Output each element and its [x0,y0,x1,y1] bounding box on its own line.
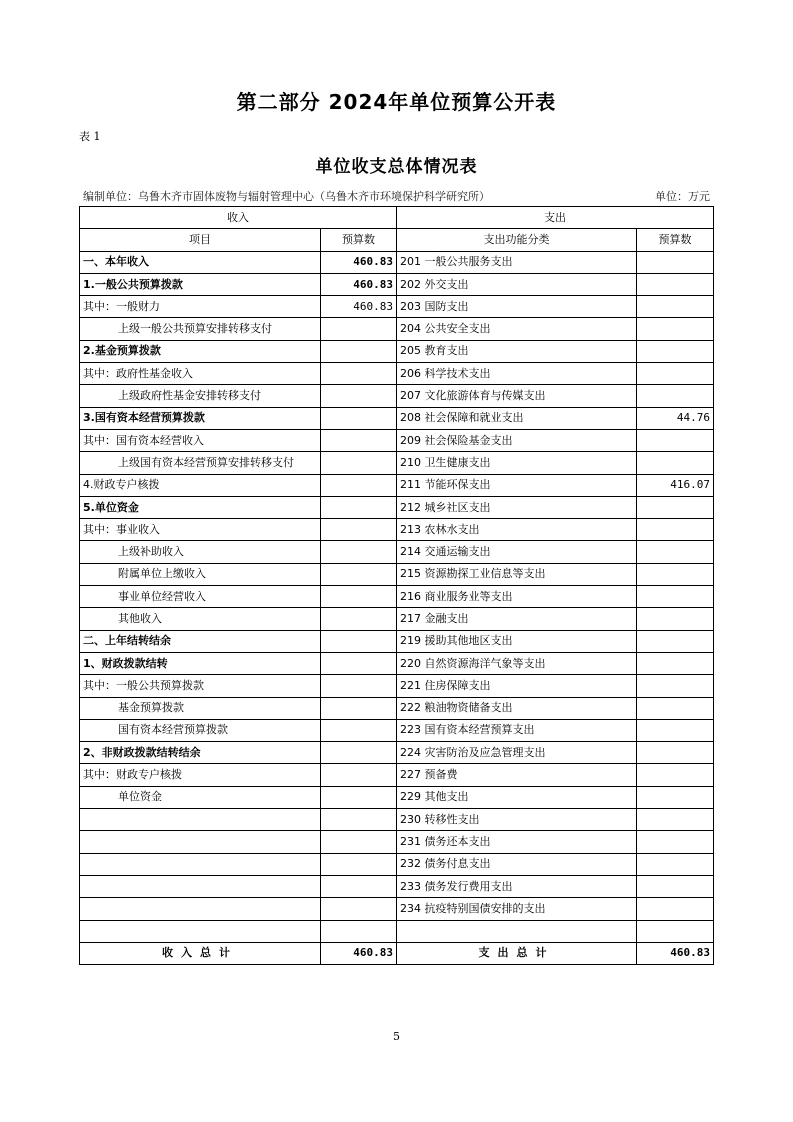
income-total-label: 收入总计 [80,942,321,964]
expense-amount-cell [637,496,714,518]
income-item-cell [80,875,321,897]
expense-item-cell: 232 债务付息支出 [397,853,637,875]
income-amount-cell [321,407,397,429]
income-amount-cell: 460.83 [321,296,397,318]
income-header: 收入 [80,207,397,229]
expense-item-cell: 229 其他支出 [397,786,637,808]
income-item-cell: 其他收入 [80,608,321,630]
income-amount-cell [321,652,397,674]
expense-amount-cell [637,764,714,786]
income-item-cell: 其中：政府性基金收入 [80,363,321,385]
income-item-cell [80,831,321,853]
expense-amount-cell [637,318,714,340]
income-item-cell: 其中：一般财力 [80,296,321,318]
table-row [80,407,714,429]
income-item-cell: 其中：事业收入 [80,519,321,541]
table-row [80,474,714,496]
expense-item-cell: 204 公共安全支出 [397,318,637,340]
expense-amount-cell: 44.76 [637,407,714,429]
income-item-cell: 上级一般公共预算安排转移支付 [80,318,321,340]
expense-amount-cell [637,831,714,853]
table-row [80,875,714,897]
expense-amount-cell [637,742,714,764]
expense-item-cell: 223 国有资本经营预算支出 [397,719,637,741]
table-number: 表 1 [79,130,101,143]
expense-amount-cell [637,608,714,630]
expense-amount-cell [637,652,714,674]
table-row [80,764,714,786]
income-item-cell: 其中：国有资本经营收入 [80,429,321,451]
expense-amount-cell [637,429,714,451]
expense-item-cell: 234 抗疫特别国债安排的支出 [397,898,637,920]
expense-item-cell: 209 社会保险基金支出 [397,429,637,451]
table-row [80,697,714,719]
table-meta [83,188,710,206]
table-row [80,809,714,831]
compiler-unit: 编制单位：乌鲁木齐市固体废物与辐射管理中心（乌鲁木齐市环境保护科学研究所） [83,190,490,203]
income-item-cell: 1、财政拨款结转 [80,652,321,674]
expense-item-cell: 210 卫生健康支出 [397,452,637,474]
expense-amount-cell [637,875,714,897]
income-item-cell: 上级政府性基金安排转移支付 [80,385,321,407]
expense-amount-cell [637,853,714,875]
income-amount-cell [321,630,397,652]
income-amount-cell [321,541,397,563]
expense-item-cell: 224 灾害防治及应急管理支出 [397,742,637,764]
totals-row [80,942,714,964]
expense-amount-cell: 416.07 [637,474,714,496]
page-title: 第二部分 2024年单位预算公开表 [236,90,557,114]
expense-item-cell: 216 商业服务业等支出 [397,586,637,608]
expense-item-cell [397,920,637,942]
income-amount-cell [321,697,397,719]
table-row [80,318,714,340]
income-amount-cell [321,496,397,518]
expense-amount-cell [637,898,714,920]
income-amount-cell [321,809,397,831]
item-column-header: 项目 [80,229,321,251]
income-item-cell [80,898,321,920]
income-item-cell: 附属单位上缴收入 [80,563,321,585]
table-row [80,853,714,875]
income-item-cell [80,853,321,875]
table-row [80,429,714,451]
income-amount-cell [321,519,397,541]
header-row-columns [80,229,714,251]
expense-item-cell: 212 城乡社区支出 [397,496,637,518]
table-row [80,831,714,853]
income-amount-cell: 460.83 [321,273,397,295]
expense-item-cell: 207 文化旅游体育与传媒支出 [397,385,637,407]
income-item-cell: 2、非财政拨款结转结余 [80,742,321,764]
table-row [80,273,714,295]
income-item-cell: 3.国有资本经营预算拨款 [80,407,321,429]
table-row [80,385,714,407]
income-amount-cell [321,429,397,451]
expense-amount-cell [637,920,714,942]
income-amount-cell [321,786,397,808]
expense-item-cell: 208 社会保障和就业支出 [397,407,637,429]
income-amount-cell [321,318,397,340]
function-class-column-header: 支出功能分类 [397,229,637,251]
expense-item-cell: 211 节能环保支出 [397,474,637,496]
expense-item-cell: 220 自然资源海洋气象等支出 [397,652,637,674]
income-amount-cell [321,875,397,897]
header-row-groups [80,207,714,229]
income-amount-cell [321,340,397,362]
income-amount-cell [321,764,397,786]
currency-unit: 单位：万元 [655,190,710,203]
table-row [80,652,714,674]
expense-item-cell: 202 外交支出 [397,273,637,295]
expense-amount-cell [637,363,714,385]
income-item-cell: 事业单位经营收入 [80,586,321,608]
income-item-cell: 1.一般公共预算拨款 [80,273,321,295]
income-item-cell: 其中：财政专户核拨 [80,764,321,786]
table-row [80,496,714,518]
income-amount-cell [321,920,397,942]
table-row [80,363,714,385]
income-amount-cell [321,742,397,764]
income-amount-cell [321,675,397,697]
table-row [80,340,714,362]
table-row [80,920,714,942]
table-row [80,541,714,563]
table-row [80,719,714,741]
expense-amount-cell [637,786,714,808]
expense-amount-cell [637,809,714,831]
expense-item-cell: 231 债务还本支出 [397,831,637,853]
expense-item-cell: 230 转移性支出 [397,809,637,831]
income-amount-cell [321,853,397,875]
expense-amount-cell [637,519,714,541]
expense-item-cell: 217 金融支出 [397,608,637,630]
expense-item-cell: 206 科学技术支出 [397,363,637,385]
expense-item-cell: 215 资源勘探工业信息等支出 [397,563,637,585]
table-row [80,742,714,764]
expense-amount-cell [637,541,714,563]
table-row [80,563,714,585]
expense-amount-cell [637,697,714,719]
income-amount-cell [321,385,397,407]
income-amount-cell [321,452,397,474]
expense-amount-cell [637,630,714,652]
expense-amount-cell [637,719,714,741]
expense-amount-column-header: 预算数 [637,229,714,251]
income-amount-cell: 460.83 [321,251,397,273]
income-item-cell [80,809,321,831]
income-amount-cell [321,474,397,496]
table-row [80,452,714,474]
income-amount-cell [321,563,397,585]
income-item-cell: 上级补助收入 [80,541,321,563]
expense-amount-cell [637,563,714,585]
table-row [80,251,714,273]
table-row [80,519,714,541]
table-row [80,675,714,697]
expense-item-cell: 219 援助其他地区支出 [397,630,637,652]
table-row [80,898,714,920]
expense-amount-cell [637,586,714,608]
expense-item-cell: 233 债务发行费用支出 [397,875,637,897]
income-item-cell: 5.单位资金 [80,496,321,518]
income-item-cell: 4.财政专户核拨 [80,474,321,496]
table-row [80,608,714,630]
expense-amount-cell [637,251,714,273]
income-item-cell: 一、本年收入 [80,251,321,273]
page-number: 5 [393,1030,400,1043]
expense-item-cell: 221 住房保障支出 [397,675,637,697]
expense-item-cell: 203 国防支出 [397,296,637,318]
table-row [80,630,714,652]
expense-amount-cell [637,273,714,295]
income-item-cell: 其中：一般公共预算拨款 [80,675,321,697]
income-item-cell: 国有资本经营预算拨款 [80,719,321,741]
income-amount-column-header: 预算数 [321,229,397,251]
table-row [80,296,714,318]
expense-amount-cell [637,385,714,407]
expense-total-label: 支出总计 [397,942,637,964]
table-row [80,586,714,608]
expense-item-cell: 227 预备费 [397,764,637,786]
income-amount-cell [321,363,397,385]
budget-table [79,206,714,965]
income-item-cell: 二、上年结转结余 [80,630,321,652]
expense-amount-cell [637,340,714,362]
expense-amount-cell [637,675,714,697]
table-title: 单位收支总体情况表 [315,157,478,177]
expense-total-value: 460.83 [637,942,714,964]
expense-amount-cell [637,452,714,474]
expense-item-cell: 205 教育支出 [397,340,637,362]
income-amount-cell [321,719,397,741]
income-amount-cell [321,831,397,853]
expense-item-cell: 201 一般公共服务支出 [397,251,637,273]
expense-item-cell: 213 农林水支出 [397,519,637,541]
income-item-cell: 2.基金预算拨款 [80,340,321,362]
income-total-value: 460.83 [321,942,397,964]
income-amount-cell [321,898,397,920]
table-row [80,786,714,808]
income-amount-cell [321,608,397,630]
income-item-cell [80,920,321,942]
income-amount-cell [321,586,397,608]
expense-item-cell: 222 粮油物资储备支出 [397,697,637,719]
income-item-cell: 单位资金 [80,786,321,808]
expense-amount-cell [637,296,714,318]
expense-header: 支出 [397,207,714,229]
expense-item-cell: 214 交通运输支出 [397,541,637,563]
income-item-cell: 基金预算拨款 [80,697,321,719]
income-item-cell: 上级国有资本经营预算安排转移支付 [80,452,321,474]
